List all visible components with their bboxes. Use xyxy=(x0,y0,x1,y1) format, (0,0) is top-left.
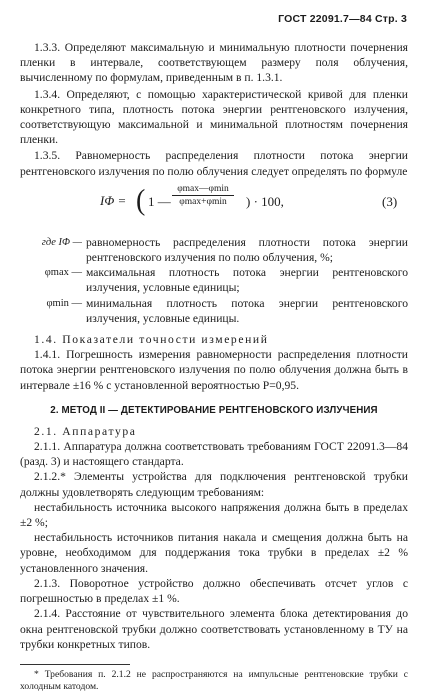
formula-number: (3) xyxy=(382,193,398,209)
definition-row xyxy=(20,265,408,295)
heading-2-1 xyxy=(20,424,408,439)
formula-denominator: φmax+φmin xyxy=(179,196,227,207)
paragraph-2-1-4: 2.1.4. Расстояние от чувствительного элемента блока детектирования до окна рентгеновской трубки должно соответствовать установленному в ТУ на трубки конкретных типов. xyxy=(20,607,408,651)
paragraph-2-1-3: 2.1.3. Поворотное устройство должно обеспечивать отсчет углов с погрешностью в пределах ±1 %. xyxy=(20,576,408,606)
paragraph-1-3-3: 1.3.3. Определяют максимальную и минимальную плотности почернения пленки в интервале, соответствующем размеру поля облучения, вычисленному по формулам, приведенным в п. 1.3.1. xyxy=(20,41,408,85)
footnote: * Требования п. 2.1.2 не распространяются на импульсные рентгеновские трубки с холодным катодом. xyxy=(20,668,408,692)
paragraph-power: нестабильность источников питания накала и смещения должна быть на уровне, необходимом для поддержания тока трубки в пределах ±2 % установленного значения. xyxy=(20,531,408,575)
heading-1-4 xyxy=(20,332,408,347)
definitions-list xyxy=(20,235,408,326)
formula-one: 1 — xyxy=(148,193,171,209)
formula-3 xyxy=(20,179,408,235)
paragraph-1-3-4: 1.3.4. Определяют, с помощью характеристической кривой для пленки конкретного типа, плотность потока энергии рентгеновского излучения, соответствующую максимальной и минимальной плотностям почернения пленки. xyxy=(20,87,408,147)
body-text xyxy=(20,40,408,693)
running-head: ГОСТ 22091.7—84 Стр. 3 xyxy=(278,13,407,25)
definition-text: максимальная плотность потока энергии рентгеновского излучения, условные единицы; xyxy=(86,266,408,295)
formula-tail: ) · 100, xyxy=(246,193,284,209)
heading-2-1-text: 2.1. Аппаратура xyxy=(34,424,137,438)
definition-term: φmax — xyxy=(44,267,82,279)
definition-text: равномерность распределения плотности потока энергии рентгеновского излучения по полю облучения, %; xyxy=(86,235,408,265)
definition-term: где IΦ — xyxy=(41,236,82,248)
definition-text: минимальная плотность потока энергии рентгеновского излучения, условные единицы. xyxy=(86,296,408,325)
definition-row xyxy=(20,235,408,265)
formula-numerator: φmax—φmin xyxy=(172,184,234,196)
paragraph-voltage: нестабильность источника высокого напряжения должна быть в пределах ±2 %; xyxy=(20,500,408,530)
formula-fraction xyxy=(172,184,234,207)
heading-1-4-text: 1.4. Показатели точности измерений xyxy=(34,333,269,347)
paragraph-1-4-1: 1.4.1. Погрешность измерения равномерности распределения плотности потока энергии рентгеновского излучения по полю облучения должна быть в интервале ±16 % с установленной вероятностью P=0,95. xyxy=(20,348,408,392)
formula-open-paren: ( xyxy=(136,184,146,217)
definition-term: φmin — xyxy=(46,297,82,309)
footnote-divider xyxy=(20,664,130,665)
paragraph-2-1-2: 2.1.2.* Элементы устройства для подключения рентгеновской трубки должны удовлетворять следующим требованиям: xyxy=(20,470,408,499)
section-2-title: 2. МЕТОД II — ДЕТЕКТИРОВАНИЕ РЕНТГЕНОВСКОГО ИЗЛУЧЕНИЯ xyxy=(50,404,378,416)
definition-row xyxy=(20,296,408,326)
formula-lhs: IΦ = xyxy=(100,192,127,208)
paragraph-2-1-1: 2.1.1. Аппаратура должна соответствовать требованиям ГОСТ 22091.3—84 (разд. 3) и настоящего стандарта. xyxy=(20,440,408,469)
paragraph-1-3-5: 1.3.5. Равномерность распределения плотности потока энергии рентгеновского излучения по полю облучения следует определять по формуле xyxy=(20,149,408,178)
